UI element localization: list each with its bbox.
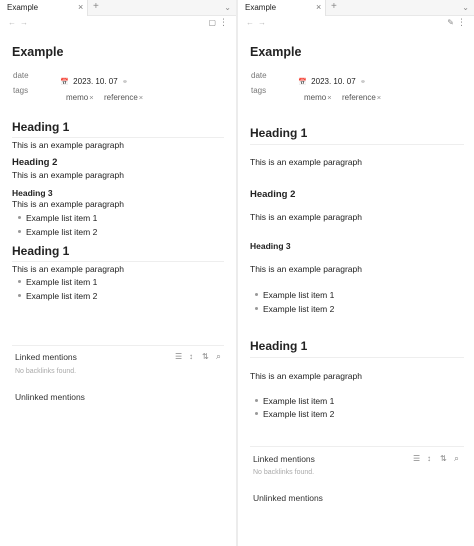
book-open-icon[interactable]: ▢: [208, 18, 216, 27]
paragraph[interactable]: This is an example paragraph: [12, 140, 124, 150]
heading-divider: [12, 261, 224, 262]
bullet-icon: [18, 216, 21, 219]
tab-title: Example: [7, 3, 39, 12]
heading-2[interactable]: Heading 2: [12, 157, 58, 168]
heading-divider: [250, 357, 464, 358]
heading-divider: [12, 137, 224, 138]
tab-bar: [238, 0, 474, 16]
backlinks-divider: [12, 345, 224, 346]
list-item-text: Example list item 1: [263, 396, 335, 406]
nav-bar: [238, 16, 474, 32]
calendar-icon: 📅: [298, 79, 307, 86]
list-item-text: Example list item 1: [26, 213, 98, 223]
tag-label: memo: [304, 93, 327, 102]
date-value: 2023. 10. 07: [73, 77, 118, 86]
no-backlinks-text: No backlinks found.: [15, 368, 77, 375]
paragraph[interactable]: This is an example paragraph: [12, 170, 124, 180]
search-icon[interactable]: ⌕: [454, 453, 460, 463]
bullet-icon: [18, 280, 21, 283]
list-item-text: Example list item 2: [26, 227, 98, 237]
heading-1[interactable]: Heading 1: [12, 120, 70, 134]
tag-remove-icon[interactable]: ×: [89, 93, 94, 102]
list-item-text: Example list item 2: [263, 409, 335, 419]
nav-bar: [0, 16, 236, 32]
list-item: [255, 409, 334, 419]
heading-3: Heading 3: [250, 241, 291, 251]
bullet-icon: [18, 294, 21, 297]
list-item: [255, 304, 334, 314]
list-item[interactable]: [18, 213, 97, 223]
tab-close-icon[interactable]: ×: [316, 2, 322, 12]
unlinked-mentions-title[interactable]: Unlinked mentions: [253, 493, 323, 503]
linked-mentions-title[interactable]: Linked mentions: [15, 352, 77, 362]
right-pane: [238, 0, 474, 546]
paragraph: This is an example paragraph: [250, 371, 362, 381]
tag-remove-icon[interactable]: ×: [138, 93, 144, 102]
no-backlinks-text: No backlinks found.: [253, 469, 315, 476]
tag-label: reference: [104, 93, 138, 102]
new-tab-icon[interactable]: +: [331, 1, 337, 12]
tag-remove-icon[interactable]: ×: [376, 93, 382, 102]
tag-label: reference: [342, 93, 376, 102]
left-pane: [0, 0, 236, 546]
property-key-date[interactable]: date: [251, 71, 267, 80]
list-item-text: Example list item 2: [263, 304, 335, 314]
paragraph[interactable]: This is an example paragraph: [12, 199, 124, 209]
note-title[interactable]: Example: [12, 45, 64, 59]
unlinked-mentions-title[interactable]: Unlinked mentions: [15, 392, 85, 402]
tag-remove-icon[interactable]: ×: [327, 93, 332, 102]
paragraph: This is an example paragraph: [250, 264, 362, 274]
tab-example[interactable]: [238, 0, 326, 16]
tab-example[interactable]: [0, 0, 88, 16]
back-arrow-icon[interactable]: ←: [246, 18, 254, 27]
tab-list-chevron-icon[interactable]: ⌄: [224, 3, 231, 12]
sort-icon[interactable]: ⇅: [440, 454, 447, 463]
property-key-tags[interactable]: tags: [13, 86, 29, 95]
heading-1: Heading 1: [250, 339, 308, 353]
tab-close-icon[interactable]: ×: [78, 2, 84, 12]
tag-pill-reference[interactable]: [104, 87, 143, 105]
bullet-icon: [255, 412, 258, 415]
tab-title: Example: [245, 3, 277, 12]
list-item-text: Example list item 2: [26, 291, 98, 301]
sort-icon[interactable]: ⇅: [202, 352, 209, 361]
tag-pill-memo[interactable]: [66, 87, 94, 105]
bullet-icon: [255, 293, 258, 296]
note-title: Example: [250, 45, 302, 59]
list-item-text: Example list item 1: [263, 290, 335, 300]
back-arrow-icon[interactable]: ←: [8, 18, 16, 27]
list-item[interactable]: [18, 277, 97, 287]
tag-label: memo: [66, 93, 89, 102]
search-icon[interactable]: ⌕: [216, 351, 222, 361]
new-tab-icon[interactable]: +: [93, 1, 99, 12]
more-options-icon[interactable]: ⋮: [219, 17, 228, 27]
more-options-icon[interactable]: ⋮: [457, 17, 466, 27]
property-key-tags[interactable]: tags: [251, 86, 267, 95]
forward-arrow-icon[interactable]: →: [258, 18, 266, 27]
heading-3[interactable]: Heading 3: [12, 188, 53, 198]
bullet-icon: [255, 307, 258, 310]
heading-divider: [250, 144, 464, 145]
forward-arrow-icon[interactable]: →: [20, 18, 28, 27]
calendar-icon: 📅: [60, 79, 69, 86]
heading-2: Heading 2: [250, 189, 296, 200]
heading-1: Heading 1: [250, 126, 308, 140]
bullet-icon: [18, 230, 21, 233]
tab-list-chevron-icon[interactable]: ⌄: [462, 3, 469, 12]
link-icon[interactable]: ⚭: [122, 79, 128, 86]
collapse-icon[interactable]: ↕: [427, 454, 431, 463]
linked-mentions-title[interactable]: Linked mentions: [253, 454, 315, 464]
tag-pill-memo[interactable]: [304, 87, 332, 105]
backlinks-divider: [250, 446, 464, 447]
list-item-text: Example list item 1: [26, 277, 98, 287]
property-key-date[interactable]: date: [13, 71, 29, 80]
list-item[interactable]: [18, 291, 97, 301]
collapse-icon[interactable]: ↕: [189, 352, 193, 361]
pencil-icon[interactable]: ✎: [447, 18, 454, 27]
paragraph: This is an example paragraph: [250, 212, 362, 222]
list-item: [255, 396, 334, 406]
tab-bar: [0, 0, 236, 16]
bullet-icon: [255, 399, 258, 402]
tag-pill-reference[interactable]: [342, 87, 381, 105]
list-view-icon[interactable]: ☰: [413, 454, 421, 463]
paragraph: This is an example paragraph: [250, 157, 362, 167]
link-icon[interactable]: ⚭: [360, 79, 366, 86]
list-view-icon[interactable]: ☰: [175, 352, 183, 361]
heading-1[interactable]: Heading 1: [12, 244, 70, 258]
paragraph[interactable]: This is an example paragraph: [12, 264, 124, 274]
list-item: [255, 290, 334, 300]
date-value: 2023. 10. 07: [311, 77, 356, 86]
list-item[interactable]: [18, 227, 97, 237]
